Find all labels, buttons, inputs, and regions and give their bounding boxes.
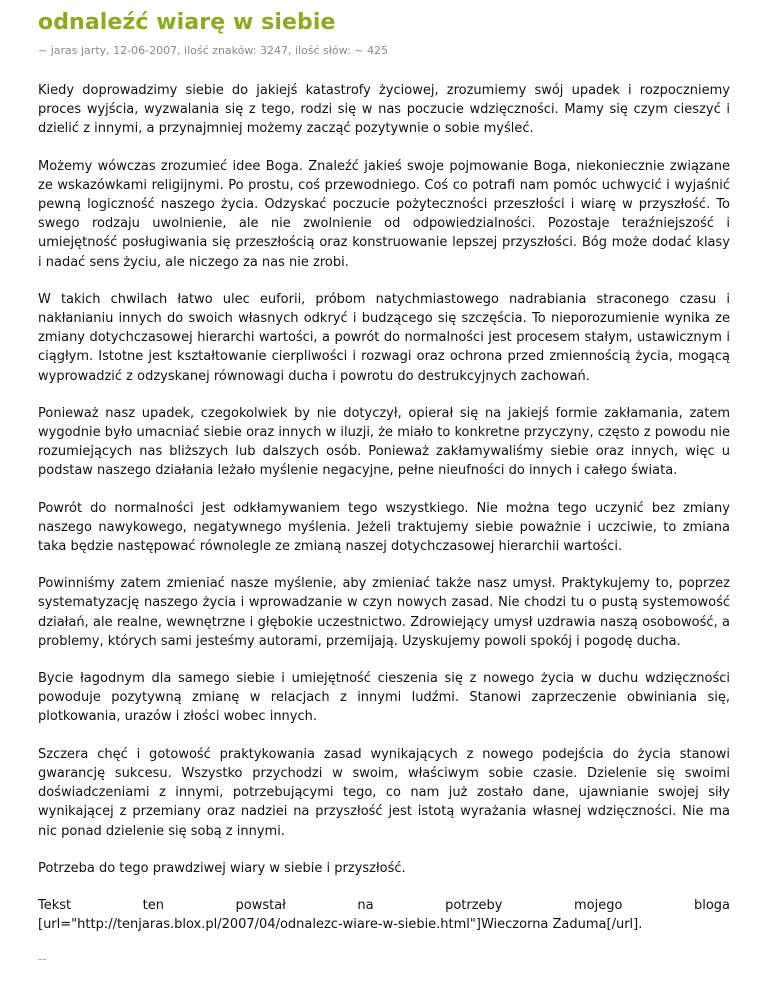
paragraph: Powrót do normalności jest odkłamywaniem tego wszystkiego. Nie można tego uczynić bez zmiany naszego nawykowego, negatywnego myślenia. Jeżeli traktujemy siebie poważnie i uczciwie, to zmiana taka będzie następować równolegle ze zmianą naszej dotychczasowej hierarchii wartości. [38, 500, 730, 555]
source-note-line2: [url="http://tenjaras.blox.pl/2007/04/odnalezc-wiare-w-siebie.html"]Wieczorna Zaduma[/url]. [38, 917, 643, 933]
paragraph: Ponieważ nasz upadek, czegokolwiek by nie dotyczył, opierał się na jakiejś formie zakłamania, zatem wygodnie było umacniać siebie oraz innych w iluzji, że miało to konkretne przyczyny, często z powodu nie rozumiejących nas bliższych lub dalszych osób. Ponieważ zakłamywaliśmy siebie oraz innych, więc u podstaw naszego działania leżało myślenie negacyjne, pełne nieufności do innych i całego świata. [38, 405, 730, 479]
paragraph: Kiedy doprowadzimy siebie do jakiejś katastrofy życiowej, zrozumiemy swój upadek i rozpoczniemy proces wyjścia, wyzwalania się z tego, rodzi się w nas poczucie wdzięczności. Mamy się czym cieszyć i dzielić z innymi, a przynajmniej możemy zacząć pozytywnie o sobie myśleć. [38, 83, 730, 137]
paragraph: W takich chwilach łatwo ulec euforii, próbom natychmiastowego nadrabiania straconego czasu i nakłanianiu innych do swoich własnych odkryć i budzącego się szczęścia. To nieporozumienie wynika ze zmiany dotychczasowej hierarchi wartości, a powrót do normalności jest procesem stałym, ustawicznym i ciągłym. Istotne jest kształtowanie cierpliwości i rozwagi oraz ochrona przed zmiennością życia, mogącą wyprowadzić z odzyskanej równowagi ducha i powrotu do destrukcyjnych zachowań. [38, 291, 730, 384]
paragraph: Możemy wówczas zrozumieć idee Boga. Znaleźć jakieś swoje pojmowanie Boga, niekoniecznie związane ze wskazówkami religijnymi. Po prostu, coś przewodniego. Coś co potrafi nam pomóc uchwycić i wyjaśnić pewną logiczność naszego życia. Odzyskać poczucie pożyteczności przeszłości i wiarę w przyszłość. To swego rodzaju uwolnienie, ale nie zwolnienie od odpowiedzialności. Pozostaje teraźniejszość i umiejętność posługiwania się przeszłością oraz konstruowanie lepszej przyszłości. Bóg może dodać klasy i nadać sens życiu, ale niczego za nas nie zrobi. [38, 158, 730, 270]
source-note-line1: Tekst ten powstał na potrzeby mojego bloga [38, 897, 730, 913]
page-title: odnaleźć wiarę w siebie [38, 10, 336, 35]
article-meta: ~ jaras jarty, 12-06-2007, ilość znaków: 3247, ilość słów: ~ 425 [38, 44, 388, 57]
paragraph: Bycie łagodnym dla samego siebie i umiejętność cieszenia się z nowego życia w duchu wdzięczności powoduje pozytywną zmianę w relacjach z innymi ludźmi. Stanowi zaprzeczenie obwiniania się, plotkowania, urazów i złości wobec innych. [38, 671, 730, 725]
paragraph: Szczera chęć i gotowość praktykowania zasad wynikających z nowego podejścia do życia stanowi gwarancję sukcesu. Wszystko przychodzi w swoim, właściwym sobie czasie. Dzielenie się swoimi doświadczeniami z innymi, potrzebującymi tego, co nam już zostało dane, ujawnianie swojej siły wynikającej z przemiany oraz nadziei na przyszłość jest istotą wyrażania własnej wdzięczności. Nie ma nic ponad dzielenie się sobą z innymi. [38, 746, 730, 839]
paragraph: Powinniśmy zatem zmieniać nasze myślenie, aby zmieniać także nasz umysł. Praktykujemy to, poprzez systematyzację naszego życia i wprowadzanie w czyn nowych zasad. Nie chodzi tu o pustą systemowość działań, ale realne, wewnętrzne i głębokie uczestnictwo. Zdrowiejący umysł uzdrawia naszą osobowość, a problemy, których sami jesteśmy autorami, przemijają. Uzyskujemy powoli spokój i pogodę ducha. [38, 576, 730, 649]
signature-separator: -- [38, 952, 47, 967]
paragraph: Potrzeba do tego prawdziwej wiary w siebie i przyszłość. [38, 860, 406, 876]
